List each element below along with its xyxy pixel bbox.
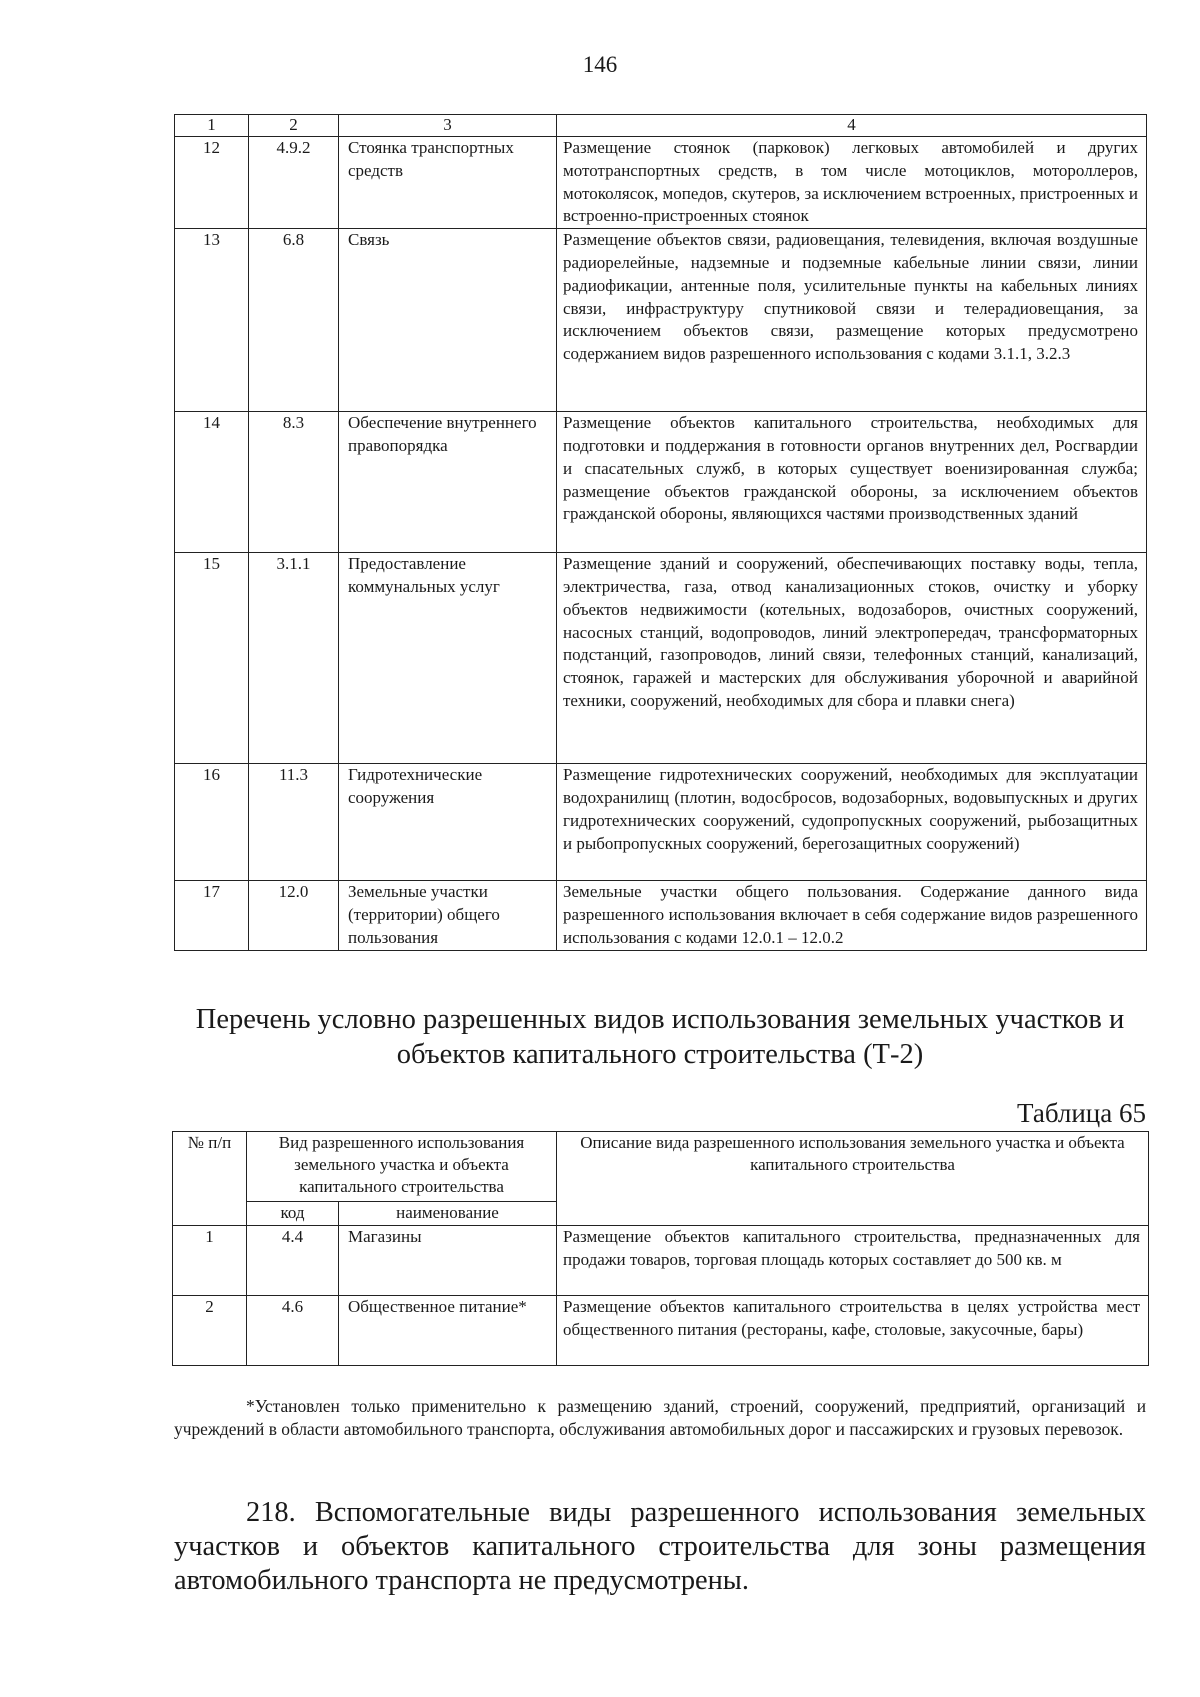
row-number: 13 — [175, 229, 249, 412]
use-description: Размещение объектов капитального строительства, предназначенных для продажи товаров, торговая площадь которых составляет до 500 кв. м — [557, 1226, 1149, 1296]
row-number: 2 — [173, 1296, 247, 1366]
table-caption: Таблица 65 — [1017, 1098, 1146, 1128]
use-name: Обеспечение внутреннего правопорядка — [339, 412, 557, 553]
column-number-row — [175, 115, 1147, 137]
use-description: Размещение объектов капитального строительства, необходимых для подготовки и поддержания в готовности органов внутренних дел, Росгвардии и спасательных служб, в которых существует военизированная служба; размещение объектов гражданской обороны, за исключением объектов гражданской обороны, являющихся частями производственных зданий — [557, 412, 1147, 553]
header-code: код — [247, 1202, 339, 1226]
footnote: *Установлен только применительно к размещению зданий, строений, сооружений, предприятий, организаций и учреждений в области автомобильного транспорта, обслуживания автомобильных дорог и пассажирских и грузовых перевозок. — [174, 1396, 1146, 1439]
header-use-kind: Вид разрешенного использования земельного участка и объекта капитального строительства — [247, 1132, 557, 1202]
header-name: наименование — [339, 1202, 557, 1226]
table-row — [173, 1296, 1149, 1366]
use-description: Размещение объектов капитального строительства в целях устройства мест общественного питания (рестораны, кафе, столовые, закусочные, бары) — [557, 1296, 1149, 1366]
use-name: Стоянка транспортных средств — [339, 137, 557, 229]
header-number: № п/п — [173, 1132, 247, 1226]
header-description: Описание вида разрешенного использования земельного участка и объекта капитального строительства — [557, 1132, 1149, 1226]
row-number: 16 — [175, 764, 249, 881]
page-number: 146 — [582, 52, 618, 77]
use-name: Связь — [339, 229, 557, 412]
row-number: 15 — [175, 553, 249, 764]
table-row — [175, 881, 1147, 951]
use-description: Размещение стоянок (парковок) легковых автомобилей и других мототранспортных средств, в том числе мотоциклов, мотороллеров, мотоколясок, мопедов, скутеров, за исключением встроенных, пристроенных и встроенно-пристроенных стоянок — [557, 137, 1147, 229]
use-code: 3.1.1 — [249, 553, 339, 764]
use-code: 4.9.2 — [249, 137, 339, 229]
table-row — [175, 553, 1147, 764]
table-row — [175, 764, 1147, 881]
row-number: 17 — [175, 881, 249, 951]
column-number: 1 — [175, 115, 249, 137]
use-name: Магазины — [339, 1226, 557, 1296]
use-code: 12.0 — [249, 881, 339, 951]
use-name: Предоставление коммунальных услуг — [339, 553, 557, 764]
use-code: 4.4 — [247, 1226, 339, 1296]
use-description: Земельные участки общего пользования. Содержание данного вида разрешенного использования включает в себя содержание видов разрешенного использования с кодами 12.0.1 – 12.0.2 — [557, 881, 1147, 951]
table-row — [175, 137, 1147, 229]
land-use-table-continued — [174, 114, 1147, 951]
table-header-row — [173, 1132, 1149, 1202]
use-code: 8.3 — [249, 412, 339, 553]
column-number: 3 — [339, 115, 557, 137]
use-description: Размещение гидротехнических сооружений, необходимых для эксплуатации водохранилищ (плотин, водосбросов, водозаборных, водовыпускных и других гидротехнических сооружений, судопропускных сооружений, рыбозащитных и рыбопропускных сооружений, берегозащитных сооружений) — [557, 764, 1147, 881]
column-number: 2 — [249, 115, 339, 137]
paragraph-218: 218. Вспомогательные виды разрешенного использования земельных участков и объектов капитального строительства для зоны размещения автомобильного транспорта не предусмотрены. — [174, 1497, 1146, 1596]
use-code: 6.8 — [249, 229, 339, 412]
table-row — [173, 1226, 1149, 1296]
row-number: 14 — [175, 412, 249, 553]
use-description: Размещение объектов связи, радиовещания, телевидения, включая воздушные радиорелейные, надземные и подземные кабельные линии связи, линии радиофикации, антенные поля, усилительные пункты на кабельных линиях связи, инфраструктуру спутниковой связи и телерадиовещания, за исключением объектов связи, размещение которых предусмотрено содержанием видов разрешенного использования с кодами 3.1.1, 3.2.3 — [557, 229, 1147, 412]
table-row — [175, 229, 1147, 412]
table-row — [175, 412, 1147, 553]
use-description: Размещение зданий и сооружений, обеспечивающих поставку воды, тепла, электричества, газа, отвод канализационных стоков, очистку и уборку объектов недвижимости (котельных, водозаборов, очистных сооружений, насосных станций, водопроводов, линий электропередач, трансформаторных подстанций, газопроводов, линий связи, телефонных станций, канализаций, стоянок, гаражей и мастерских для обслуживания уборочной и аварийной техники, сооружений, необходимых для сбора и плавки снега) — [557, 553, 1147, 764]
use-code: 11.3 — [249, 764, 339, 881]
row-number: 12 — [175, 137, 249, 229]
use-name: Земельные участки (территории) общего пользования — [339, 881, 557, 951]
row-number: 1 — [173, 1226, 247, 1296]
use-name: Гидротехнические сооружения — [339, 764, 557, 881]
section-title: Перечень условно разрешенных видов использования земельных участков и объектов капитального строительства (Т-2) — [195, 1004, 1125, 1070]
use-name: Общественное питание* — [339, 1296, 557, 1366]
use-code: 4.6 — [247, 1296, 339, 1366]
conditional-use-table — [172, 1131, 1149, 1366]
column-number: 4 — [557, 115, 1147, 137]
